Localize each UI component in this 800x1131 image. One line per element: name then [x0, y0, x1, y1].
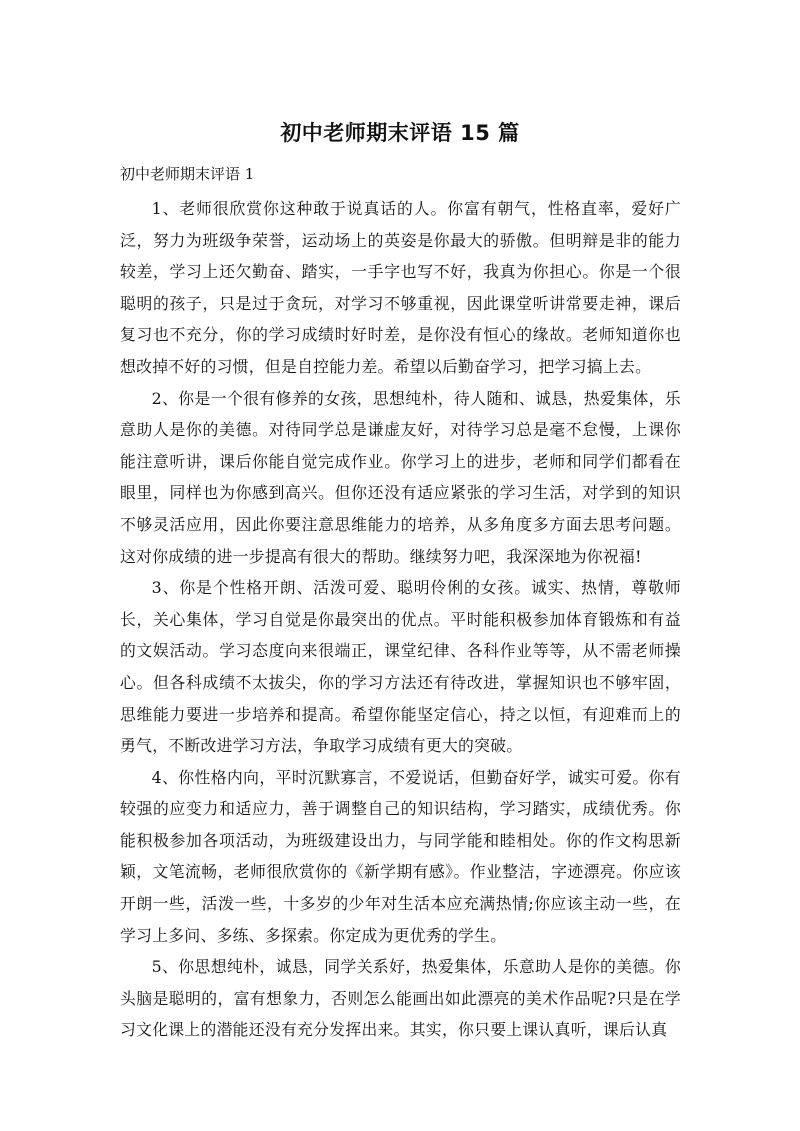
document-body — [120, 193, 681, 1046]
section-heading: 初中老师期末评语 1 — [120, 165, 255, 183]
paragraph-3: 3、你是个性格开朗、活泼可爱、聪明伶俐的女孩。诚实、热情，尊敬师长，关心集体，学习自觉是你最突出的优点。平时能积极参加体育锻炼和有益的文娱活动。学习态度向来很端正，课堂纪律、各科作业等等，从不需老师操心。但各科成绩不太拔尖，你的学习方法还有待改进，掌握知识也不够牢固，思维能力要进一步培养和提高。希望你能坚定信心，持之以恒，有迎难而上的勇气，不断改进学习方法，争取学习成绩有更大的突破。 — [120, 578, 681, 756]
paragraph-2: 2、你是一个很有修养的女孩，思想纯朴，待人随和、诚恳，热爱集体，乐意助人是你的美德。对待同学总是谦虚友好，对待学习总是毫不怠慢，上课你能注意听讲，课后你能自觉完成作业。你学习上的进步，老师和同学们都看在眼里，同样也为你感到高兴。但你还没有适应紧张的学习生活，对学到的知识不够灵活应用，因此你要注意思维能力的培养，从多角度多方面去思考问题。这对你成绩的进一步提高有很大的帮助。继续努力吧，我深深地为你祝福! — [120, 388, 681, 566]
paragraph-4: 4、你性格内向，平时沉默寡言，不爱说话，但勤奋好学，诚实可爱。你有较强的应变力和适应力，善于调整自己的知识结构，学习踏实，成绩优秀。你能积极参加各项活动，为班级建设出力，与同学能和睦相处。你的作文构思新颖，文笔流畅，老师很欣赏你的《新学期有感》。作业整洁，字迹漂亮。你应该开朗一些，活泼一些，十多岁的少年对生活本应充满热情;你应该主动一些，在学习上多问、多练、多探索。你定成为更优秀的学生。 — [120, 767, 681, 945]
document-title: 初中老师期末评语 15 篇 — [280, 121, 520, 145]
paragraph-1: 1、老师很欣赏你这种敢于说真话的人。你富有朝气，性格直率，爱好广泛，努力为班级争荣誉，运动场上的英姿是你最大的骄傲。但明辩是非的能力较差，学习上还欠勤奋、踏实，一手字也写不好，我真为你担心。你是一个很聪明的孩子，只是过于贪玩，对学习不够重视，因此课堂听讲常要走神，课后复习也不充分，你的学习成绩时好时差，是你没有恒心的缘故。老师知道你也想改掉不好的习惯，但是自控能力差。希望以后勤奋学习，把学习搞上去。 — [120, 199, 681, 376]
paragraph-5: 5、你思想纯朴，诚恳，同学关系好，热爱集体，乐意助人是你的美德。你头脑是聪明的，富有想象力，否则怎么能画出如此漂亮的美术作品呢?只是在学习文化课上的潜能还没有充分发挥出来。其实，你只要上课认真听，课后认真 — [120, 957, 681, 1040]
